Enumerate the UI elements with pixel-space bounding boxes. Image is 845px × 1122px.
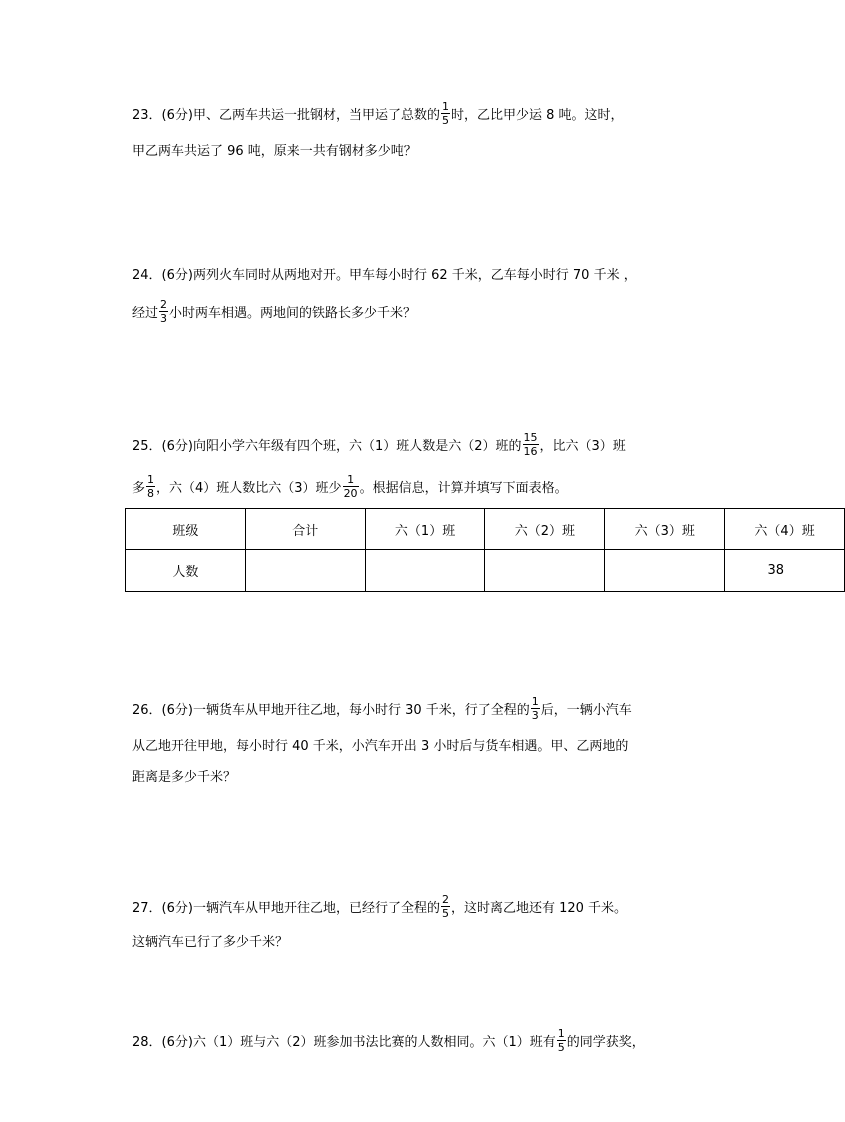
q28-text-a: 28．(6分)六（1）班与六（2）班参加书法比赛的人数相同。六（1）班有 bbox=[132, 1034, 556, 1050]
q26-line3: 距离是多少千米？ bbox=[132, 769, 237, 785]
q25-fraction-1-num: 15 bbox=[523, 430, 538, 444]
table-cell-class3[interactable] bbox=[605, 550, 725, 592]
q25-fraction-2-num: 1 bbox=[147, 472, 155, 486]
q23-fraction-num: 1 bbox=[441, 99, 449, 113]
table-header-cell: 六（2）班 bbox=[485, 509, 605, 550]
q26-line2: 从乙地开往甲地，每小时行 40 千米，小汽车开出 3 小时后与货车相遇。甲、乙两地的 bbox=[132, 738, 629, 754]
q27-text-b: ，这时离乙地还有 120 千米。 bbox=[450, 900, 628, 916]
q24-fraction-den: 3 bbox=[160, 311, 168, 325]
q24-text-b: 小时两车相遇。两地间的铁路长多少千米？ bbox=[169, 305, 417, 321]
q25-text-d: ，六（4）班人数比六（3）班少 bbox=[156, 480, 342, 496]
table-cell-label: 人数 bbox=[126, 550, 246, 592]
q28-text-b: 的同学获奖， bbox=[566, 1034, 645, 1050]
q25-fraction-3 bbox=[343, 474, 359, 499]
table-cell-class2[interactable] bbox=[485, 550, 605, 592]
q28-fraction-num: 1 bbox=[557, 1026, 565, 1040]
q25-fraction-3-den: 20 bbox=[343, 486, 358, 500]
table-header-cell: 班级 bbox=[126, 509, 246, 550]
q25-line2 bbox=[132, 466, 568, 506]
q23-line1 bbox=[132, 93, 624, 133]
table-cell-class1[interactable] bbox=[365, 550, 485, 592]
q25-fraction-2-den: 8 bbox=[147, 486, 155, 500]
q25-text-a: 25．(6分)向阳小学六年级有四个班，六（1）班人数是六（2）班的 bbox=[132, 438, 522, 454]
q25-fraction-3-num: 1 bbox=[347, 472, 355, 486]
table-header-cell: 六（1）班 bbox=[365, 509, 485, 550]
q25-text-e: 。根据信息，计算并填写下面表格。 bbox=[359, 480, 568, 496]
q27-fraction-num: 2 bbox=[441, 892, 449, 906]
q23-fraction-den: 5 bbox=[441, 113, 449, 127]
q25-text-c: 多 bbox=[132, 480, 146, 496]
q26-fraction-num: 1 bbox=[531, 694, 539, 708]
q23-text-b: 时，乙比甲少运 8 吨。这时， bbox=[450, 107, 624, 123]
q28-fraction bbox=[557, 1028, 566, 1053]
table-header-cell: 六（4）班 bbox=[725, 509, 845, 550]
q26-fraction-den: 3 bbox=[531, 708, 539, 722]
q26-text-b: 后，一辆小汽车 bbox=[540, 702, 632, 718]
q23-text-a: 23．(6分)甲、乙两车共运一批钢材，当甲运了总数的 bbox=[132, 107, 440, 123]
q25-fraction-2 bbox=[146, 474, 155, 499]
q25-line1 bbox=[132, 424, 626, 464]
q26-fraction bbox=[531, 696, 540, 721]
table-row bbox=[126, 550, 845, 592]
q24-fraction-num: 2 bbox=[160, 297, 168, 311]
q25-fraction-1 bbox=[523, 432, 539, 457]
q25-table bbox=[125, 508, 845, 592]
q25-fraction-1-den: 16 bbox=[523, 444, 538, 458]
q23-line2: 甲乙两车共运了 96 吨，原来一共有钢材多少吨？ bbox=[132, 143, 417, 159]
q27-line2: 这辆汽车已行了多少千米？ bbox=[132, 934, 289, 950]
table-header-row bbox=[126, 509, 845, 550]
q24-fraction bbox=[159, 299, 168, 324]
table-cell-total[interactable] bbox=[245, 550, 365, 592]
q27-fraction bbox=[441, 894, 450, 919]
q28-line1 bbox=[132, 1020, 645, 1060]
q27-fraction-den: 5 bbox=[441, 906, 449, 920]
q26-line1 bbox=[132, 688, 632, 728]
q23-fraction bbox=[441, 101, 450, 126]
table-header-cell: 六（3）班 bbox=[605, 509, 725, 550]
q25-text-b: ，比六（3）班 bbox=[539, 438, 626, 454]
q28-fraction-den: 5 bbox=[557, 1040, 565, 1054]
table-cell-class4: 38 bbox=[725, 550, 845, 592]
q26-text-a: 26．(6分)一辆货车从甲地开往乙地，每小时行 30 千米，行了全程的 bbox=[132, 702, 530, 718]
q24-line2 bbox=[132, 291, 416, 331]
q24-text-a: 经过 bbox=[132, 305, 159, 321]
q27-text-a: 27．(6分)一辆汽车从甲地开往乙地，已经行了全程的 bbox=[132, 900, 440, 916]
table-header-cell: 合计 bbox=[245, 509, 365, 550]
q24-line1: 24．(6分)两列火车同时从两地对开。甲车每小时行 62 千米，乙车每小时行 70 千米 ， bbox=[132, 267, 637, 283]
